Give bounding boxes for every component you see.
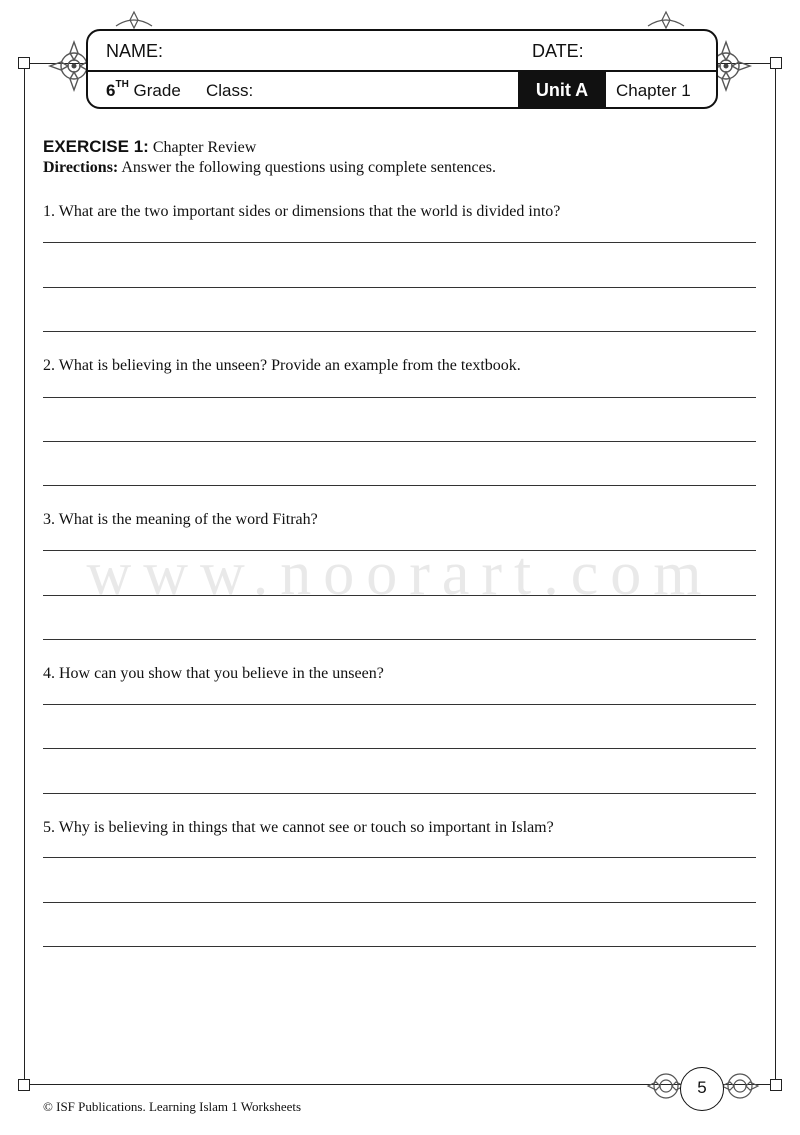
- grade-label: [106, 81, 181, 101]
- worksheet-header: [86, 29, 718, 109]
- answer-line[interactable]: [43, 550, 756, 551]
- floral-ornament-icon: [720, 1064, 760, 1108]
- answer-line[interactable]: [43, 857, 756, 858]
- exercise-number: EXERCISE 1:: [43, 137, 149, 156]
- answer-line[interactable]: [43, 793, 756, 794]
- chapter-label: Chapter 1: [616, 81, 691, 100]
- grade-number: 6: [106, 81, 116, 100]
- answer-line[interactable]: [43, 441, 756, 442]
- question-5: 5. Why is believing in things that we cannot see or touch so important in Islam?: [43, 819, 554, 836]
- question-2: 2. What is believing in the unseen? Provide an example from the textbook.: [43, 357, 521, 374]
- unit-badge: Unit A: [518, 72, 606, 109]
- watermark: www.noorart.com: [86, 540, 714, 608]
- exercise-subtitle: Chapter Review: [152, 139, 257, 156]
- name-label: NAME:: [106, 41, 164, 61]
- directions-label: Directions:: [43, 159, 119, 176]
- answer-line[interactable]: [43, 639, 756, 640]
- page-number: 5: [680, 1067, 724, 1111]
- corner-ornament: [18, 57, 30, 69]
- grade-word: Grade: [133, 81, 181, 100]
- answer-line[interactable]: [43, 287, 756, 288]
- corner-ornament: [770, 1079, 782, 1091]
- answer-line[interactable]: [43, 397, 756, 398]
- header-row-name-date: [88, 31, 716, 72]
- answer-line[interactable]: [43, 242, 756, 243]
- question-3: 3. What is the meaning of the word Fitrah?: [43, 511, 318, 528]
- directions-text: Answer the following questions using complete sentences.: [121, 159, 496, 176]
- header-row-grade-unit: [88, 72, 716, 109]
- question-4: 4. How can you show that you believe in the unseen?: [43, 665, 384, 682]
- answer-line[interactable]: [43, 902, 756, 903]
- corner-ornament: [18, 1079, 30, 1091]
- copyright-footer: © ISF Publications. Learning Islam 1 Worksheets: [43, 1099, 302, 1114]
- date-label: DATE:: [532, 41, 584, 61]
- answer-line[interactable]: [43, 595, 756, 596]
- grade-suffix: TH: [115, 79, 129, 91]
- answer-line[interactable]: [43, 331, 756, 332]
- exercise-title: [43, 137, 256, 157]
- answer-line[interactable]: [43, 485, 756, 486]
- corner-ornament: [770, 57, 782, 69]
- answer-line[interactable]: [43, 704, 756, 705]
- directions: [43, 159, 496, 177]
- answer-line[interactable]: [43, 748, 756, 749]
- question-1: 1. What are the two important sides or dimensions that the world is divided into?: [43, 203, 561, 220]
- class-label: Class:: [206, 81, 254, 100]
- answer-line[interactable]: [43, 946, 756, 947]
